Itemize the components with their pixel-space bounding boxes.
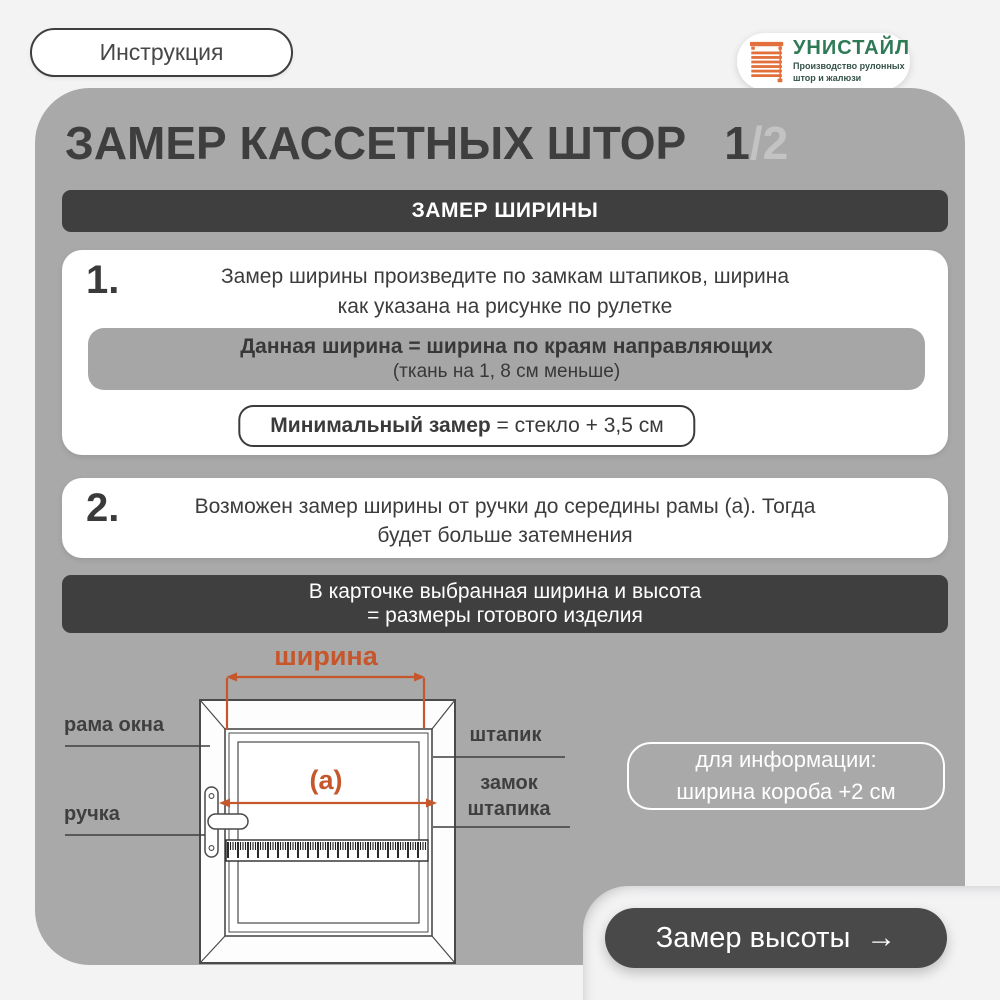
step2-text bbox=[62, 492, 948, 550]
step1-box bbox=[62, 250, 948, 455]
step1-line1: Замер ширины произведите по замкам штапиков, ширина bbox=[220, 265, 790, 288]
logo-tagline bbox=[793, 61, 910, 84]
brand-logo bbox=[737, 33, 910, 90]
logo-tagline-line1: Производство рулонных bbox=[792, 61, 905, 72]
info-box-line2: ширина короба +2 см bbox=[676, 779, 896, 804]
step2-box bbox=[62, 478, 948, 558]
bead-label: штапик bbox=[469, 724, 542, 746]
minimum-measure-rest: = стекло + 3,5 см bbox=[490, 414, 664, 437]
blinds-icon bbox=[750, 39, 785, 85]
logo-text bbox=[793, 38, 910, 84]
page-rest: /2 bbox=[749, 117, 789, 169]
section-bar-width bbox=[62, 190, 948, 232]
step2-line2: будет больше затемнения bbox=[377, 524, 633, 547]
title-row bbox=[65, 116, 788, 170]
minimum-measure-box bbox=[238, 405, 695, 447]
step1-text bbox=[62, 262, 948, 322]
frame-label: рама окна bbox=[64, 714, 164, 736]
page-indicator bbox=[724, 116, 788, 170]
info-box bbox=[627, 742, 945, 810]
bead-lock-label-line2: штапика bbox=[467, 798, 551, 820]
instruction-badge[interactable]: Инструкция bbox=[30, 28, 293, 77]
step1-line2: как указана на рисунке по рулетке bbox=[337, 295, 673, 318]
result-bar bbox=[62, 575, 948, 633]
next-height-button[interactable] bbox=[605, 908, 947, 968]
bead-lock-label-line1: замок bbox=[480, 772, 538, 794]
page-title: ЗАМЕР КАССЕТНЫХ ШТОР bbox=[65, 117, 687, 169]
step2-line1: Возможен замер ширины от ручки до середины рамы (а). Тогда bbox=[194, 495, 816, 518]
logo-name: УНИСТАЙЛ bbox=[792, 37, 910, 60]
window-frame bbox=[200, 700, 455, 963]
result-bar-line2: = размеры готового изделия bbox=[367, 604, 643, 627]
info-box-line1: для информации: bbox=[695, 747, 877, 773]
section-bar-label: ЗАМЕР ШИРИНЫ bbox=[411, 199, 599, 222]
right-arrow-icon: → bbox=[866, 921, 897, 954]
logo-tagline-line2: штор и жалюзи bbox=[792, 73, 862, 83]
minimum-measure-bold: Минимальный замер bbox=[270, 414, 491, 437]
next-height-button-label: Замер высоты bbox=[655, 921, 851, 954]
width-dimension-label: ширина bbox=[274, 641, 378, 671]
step1-note-box bbox=[88, 328, 925, 390]
a-dimension-label: (а) bbox=[309, 765, 343, 795]
step1-note-sub: (ткань на 1, 8 см меньше) bbox=[392, 361, 621, 382]
ruler bbox=[226, 840, 428, 861]
step1-number: 1. bbox=[86, 258, 120, 302]
step1-note-bold: Данная ширина = ширина по краям направляющих bbox=[240, 335, 773, 358]
step2-number: 2. bbox=[86, 486, 120, 530]
handle-label: ручка bbox=[64, 803, 120, 825]
bead-lock-label bbox=[433, 770, 585, 822]
result-bar-line1: В карточке выбранная ширина и высота bbox=[308, 580, 702, 603]
page-current: 1 bbox=[724, 117, 750, 169]
